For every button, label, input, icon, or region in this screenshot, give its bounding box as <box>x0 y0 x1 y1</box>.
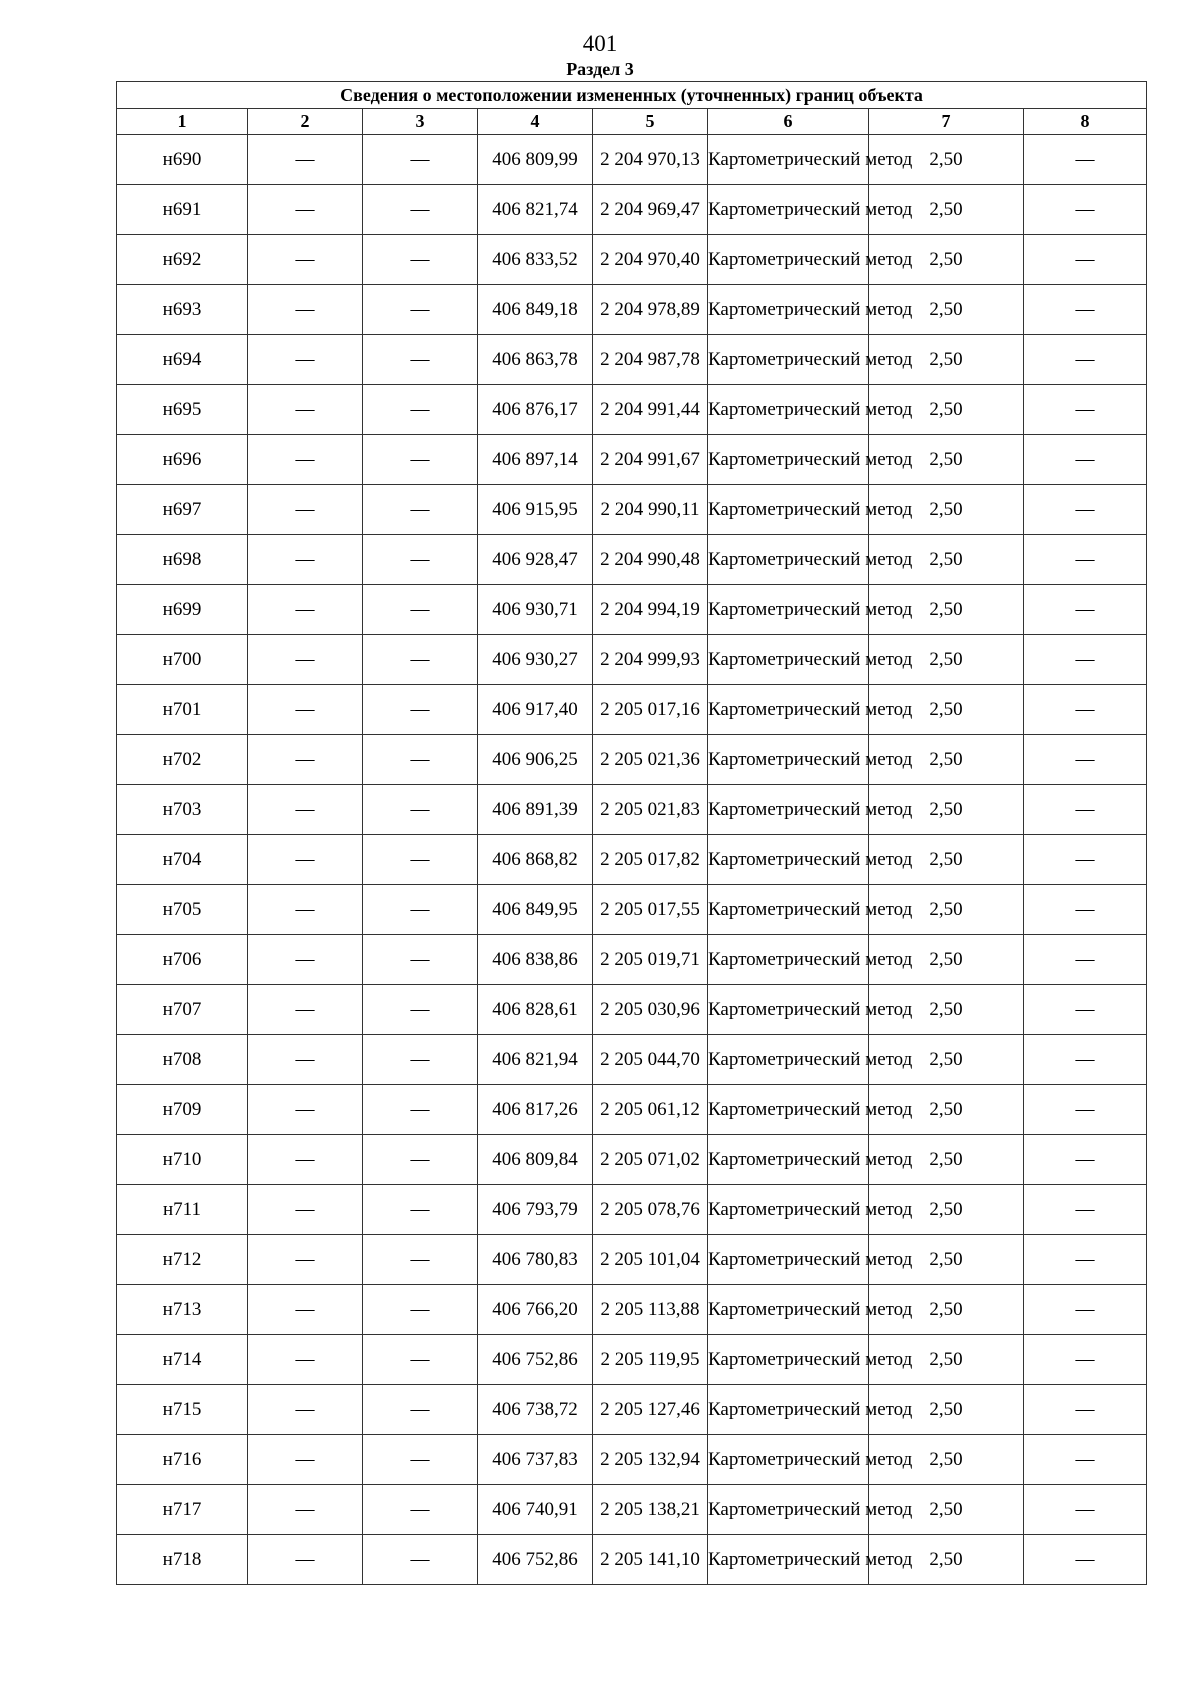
table-cell-col-3: — <box>363 685 478 735</box>
table-row <box>117 285 1147 335</box>
table-cell-col-5: 2 204 991,67 <box>593 435 708 485</box>
table-cell-col-3: — <box>363 735 478 785</box>
column-header-1: 1 <box>117 109 248 135</box>
table-cell-col-6: Картометрический метод <box>708 835 869 885</box>
table-cell-col-8: — <box>1024 885 1147 935</box>
table-cell-col-5: 2 204 990,48 <box>593 535 708 585</box>
table-cell-col-3: — <box>363 885 478 935</box>
table-cell-col-1: н707 <box>117 985 248 1035</box>
table-cell-col-5: 2 205 021,36 <box>593 735 708 785</box>
table-cell-col-7: 2,50 <box>869 1185 1024 1235</box>
table-cell-col-6: Картометрический метод <box>708 385 869 435</box>
table-cell-col-1: н705 <box>117 885 248 935</box>
table-cell-col-5: 2 205 044,70 <box>593 1035 708 1085</box>
table-cell-col-4: 406 752,86 <box>478 1335 593 1385</box>
table-cell-col-1: н703 <box>117 785 248 835</box>
table-cell-col-1: н698 <box>117 535 248 585</box>
table-cell-col-6: Картометрический метод <box>708 885 869 935</box>
table-cell-col-5: 2 205 113,88 <box>593 1285 708 1335</box>
table-cell-col-7: 2,50 <box>869 835 1024 885</box>
table-cell-col-1: н708 <box>117 1035 248 1085</box>
table-cell-col-2: — <box>248 535 363 585</box>
table-cell-col-4: 406 809,84 <box>478 1135 593 1185</box>
table-cell-col-5: 2 204 991,44 <box>593 385 708 435</box>
table-cell-col-5: 2 205 021,83 <box>593 785 708 835</box>
table-cell-col-2: — <box>248 235 363 285</box>
table-cell-col-8: — <box>1024 485 1147 535</box>
table-cell-col-8: — <box>1024 1035 1147 1085</box>
table-cell-col-1: н701 <box>117 685 248 735</box>
table-cell-col-8: — <box>1024 785 1147 835</box>
table-cell-col-8: — <box>1024 1235 1147 1285</box>
table-cell-col-2: — <box>248 1285 363 1335</box>
table-caption: Сведения о местоположении измененных (уточненных) границ объекта <box>117 82 1147 109</box>
table-cell-col-4: 406 817,26 <box>478 1085 593 1135</box>
table-cell-col-5: 2 205 141,10 <box>593 1535 708 1585</box>
table-cell-col-1: н695 <box>117 385 248 435</box>
table-cell-col-1: н696 <box>117 435 248 485</box>
table-cell-col-6: Картометрический метод <box>708 1085 869 1135</box>
table-cell-col-6: Картометрический метод <box>708 1135 869 1185</box>
table-row <box>117 1235 1147 1285</box>
table-cell-col-2: — <box>248 835 363 885</box>
table-cell-col-4: 406 828,61 <box>478 985 593 1035</box>
table-cell-col-1: н700 <box>117 635 248 685</box>
table-cell-col-3: — <box>363 1335 478 1385</box>
table-row <box>117 335 1147 385</box>
table-cell-col-3: — <box>363 235 478 285</box>
table-row <box>117 1335 1147 1385</box>
table-row <box>117 785 1147 835</box>
column-header-5: 5 <box>593 109 708 135</box>
table-cell-col-5: 2 205 101,04 <box>593 1235 708 1285</box>
table-cell-col-8: — <box>1024 635 1147 685</box>
table-cell-col-6: Картометрический метод <box>708 485 869 535</box>
table-cell-col-3: — <box>363 1535 478 1585</box>
table-cell-col-3: — <box>363 1035 478 1085</box>
table-cell-col-8: — <box>1024 1335 1147 1385</box>
table-cell-col-4: 406 915,95 <box>478 485 593 535</box>
table-cell-col-4: 406 821,94 <box>478 1035 593 1085</box>
table-cell-col-4: 406 838,86 <box>478 935 593 985</box>
table-cell-col-6: Картометрический метод <box>708 285 869 335</box>
table-cell-col-8: — <box>1024 835 1147 885</box>
table-row <box>117 985 1147 1035</box>
table-cell-col-1: н692 <box>117 235 248 285</box>
table-cell-col-5: 2 204 999,93 <box>593 635 708 685</box>
boundary-points-table <box>116 81 1147 1585</box>
table-cell-col-8: — <box>1024 585 1147 635</box>
table-cell-col-1: н714 <box>117 1335 248 1385</box>
table-cell-col-7: 2,50 <box>869 135 1024 185</box>
column-header-6: 6 <box>708 109 869 135</box>
table-cell-col-7: 2,50 <box>869 1285 1024 1335</box>
table-cell-col-6: Картометрический метод <box>708 585 869 635</box>
table-cell-col-8: — <box>1024 1385 1147 1435</box>
table-cell-col-3: — <box>363 1435 478 1485</box>
table-row <box>117 185 1147 235</box>
table-cell-col-8: — <box>1024 435 1147 485</box>
table-cell-col-1: н717 <box>117 1485 248 1535</box>
table-cell-col-7: 2,50 <box>869 935 1024 985</box>
table-cell-col-1: н711 <box>117 1185 248 1235</box>
table-cell-col-8: — <box>1024 735 1147 785</box>
table-cell-col-5: 2 204 987,78 <box>593 335 708 385</box>
table-header-row <box>117 109 1147 135</box>
table-cell-col-5: 2 204 978,89 <box>593 285 708 335</box>
table-cell-col-4: 406 780,83 <box>478 1235 593 1285</box>
table-cell-col-8: — <box>1024 1185 1147 1235</box>
table-cell-col-7: 2,50 <box>869 285 1024 335</box>
table-cell-col-8: — <box>1024 985 1147 1035</box>
table-cell-col-6: Картометрический метод <box>708 1235 869 1285</box>
table-cell-col-6: Картометрический метод <box>708 685 869 735</box>
table-cell-col-3: — <box>363 1135 478 1185</box>
table-cell-col-8: — <box>1024 285 1147 335</box>
table-cell-col-2: — <box>248 935 363 985</box>
table-cell-col-7: 2,50 <box>869 1085 1024 1135</box>
table-cell-col-8: — <box>1024 935 1147 985</box>
table-cell-col-4: 406 930,71 <box>478 585 593 635</box>
table-cell-col-2: — <box>248 735 363 785</box>
table-cell-col-3: — <box>363 135 478 185</box>
table-cell-col-2: — <box>248 785 363 835</box>
table-cell-col-6: Картометрический метод <box>708 535 869 585</box>
table-row <box>117 1035 1147 1085</box>
table-cell-col-3: — <box>363 835 478 885</box>
table-row <box>117 735 1147 785</box>
table-cell-col-2: — <box>248 1085 363 1135</box>
table-cell-col-4: 406 897,14 <box>478 435 593 485</box>
table-cell-col-3: — <box>363 935 478 985</box>
table-cell-col-4: 406 917,40 <box>478 685 593 735</box>
table-cell-col-1: н697 <box>117 485 248 535</box>
table-row <box>117 1285 1147 1335</box>
table-cell-col-3: — <box>363 785 478 835</box>
table-cell-col-4: 406 849,18 <box>478 285 593 335</box>
table-cell-col-3: — <box>363 185 478 235</box>
table-cell-col-2: — <box>248 1235 363 1285</box>
table-cell-col-5: 2 204 969,47 <box>593 185 708 235</box>
table-body <box>117 135 1147 1585</box>
table-cell-col-4: 406 821,74 <box>478 185 593 235</box>
table-cell-col-4: 406 766,20 <box>478 1285 593 1335</box>
table-cell-col-8: — <box>1024 385 1147 435</box>
table-cell-col-7: 2,50 <box>869 435 1024 485</box>
table-row <box>117 1185 1147 1235</box>
table-cell-col-7: 2,50 <box>869 335 1024 385</box>
table-row <box>117 535 1147 585</box>
table-cell-col-8: — <box>1024 1535 1147 1585</box>
table-cell-col-6: Картометрический метод <box>708 935 869 985</box>
table-cell-col-7: 2,50 <box>869 1135 1024 1185</box>
table-cell-col-7: 2,50 <box>869 235 1024 285</box>
table-cell-col-5: 2 205 061,12 <box>593 1085 708 1135</box>
table-cell-col-5: 2 205 119,95 <box>593 1335 708 1385</box>
table-cell-col-2: — <box>248 1435 363 1485</box>
table-cell-col-7: 2,50 <box>869 1435 1024 1485</box>
table-cell-col-6: Картометрический метод <box>708 1185 869 1235</box>
table-row <box>117 1535 1147 1585</box>
table-cell-col-4: 406 891,39 <box>478 785 593 835</box>
table-cell-col-3: — <box>363 1185 478 1235</box>
table-cell-col-1: н715 <box>117 1385 248 1435</box>
table-cell-col-7: 2,50 <box>869 1335 1024 1385</box>
table-cell-col-7: 2,50 <box>869 385 1024 435</box>
table-cell-col-2: — <box>248 1035 363 1085</box>
table-cell-col-2: — <box>248 1335 363 1385</box>
table-cell-col-2: — <box>248 335 363 385</box>
table-row <box>117 485 1147 535</box>
table-cell-col-5: 2 205 017,55 <box>593 885 708 935</box>
table-cell-col-7: 2,50 <box>869 485 1024 535</box>
table-cell-col-3: — <box>363 285 478 335</box>
table-cell-col-1: н699 <box>117 585 248 635</box>
table-cell-col-7: 2,50 <box>869 1485 1024 1535</box>
table-cell-col-2: — <box>248 135 363 185</box>
table-cell-col-6: Картометрический метод <box>708 1535 869 1585</box>
table-cell-col-5: 2 205 127,46 <box>593 1385 708 1435</box>
table-cell-col-1: н709 <box>117 1085 248 1135</box>
table-cell-col-4: 406 738,72 <box>478 1385 593 1435</box>
table-cell-col-2: — <box>248 1485 363 1535</box>
table-row <box>117 885 1147 935</box>
table-cell-col-8: — <box>1024 1435 1147 1485</box>
table-cell-col-5: 2 205 071,02 <box>593 1135 708 1185</box>
table-cell-col-7: 2,50 <box>869 785 1024 835</box>
column-header-3: 3 <box>363 109 478 135</box>
table-cell-col-7: 2,50 <box>869 685 1024 735</box>
table-cell-col-4: 406 737,83 <box>478 1435 593 1485</box>
table-cell-col-6: Картометрический метод <box>708 1485 869 1535</box>
table-cell-col-6: Картометрический метод <box>708 335 869 385</box>
table-cell-col-2: — <box>248 1385 363 1435</box>
table-cell-col-1: н710 <box>117 1135 248 1185</box>
table-cell-col-4: 406 876,17 <box>478 385 593 435</box>
column-header-7: 7 <box>869 109 1024 135</box>
page-number: 401 <box>582 31 618 56</box>
table-cell-col-6: Картометрический метод <box>708 1035 869 1085</box>
table-cell-col-2: — <box>248 185 363 235</box>
table-cell-col-1: н713 <box>117 1285 248 1335</box>
table-cell-col-5: 2 204 994,19 <box>593 585 708 635</box>
table-cell-col-5: 2 205 019,71 <box>593 935 708 985</box>
table-cell-col-6: Картометрический метод <box>708 185 869 235</box>
table-cell-col-7: 2,50 <box>869 1385 1024 1435</box>
table-cell-col-4: 406 849,95 <box>478 885 593 935</box>
table-row <box>117 385 1147 435</box>
table-cell-col-6: Картометрический метод <box>708 1385 869 1435</box>
table-cell-col-5: 2 205 078,76 <box>593 1185 708 1235</box>
table-cell-col-7: 2,50 <box>869 735 1024 785</box>
table-cell-col-8: — <box>1024 1085 1147 1135</box>
table-cell-col-3: — <box>363 635 478 685</box>
table-cell-col-4: 406 868,82 <box>478 835 593 885</box>
table-cell-col-1: н702 <box>117 735 248 785</box>
table-cell-col-7: 2,50 <box>869 1235 1024 1285</box>
table-cell-col-8: — <box>1024 685 1147 735</box>
table-cell-col-1: н694 <box>117 335 248 385</box>
table-cell-col-5: 2 205 132,94 <box>593 1435 708 1485</box>
table-cell-col-3: — <box>363 1235 478 1285</box>
table-cell-col-4: 406 928,47 <box>478 535 593 585</box>
table-cell-col-6: Картометрический метод <box>708 1335 869 1385</box>
table-cell-col-3: — <box>363 585 478 635</box>
table-cell-col-6: Картометрический метод <box>708 985 869 1035</box>
table-cell-col-3: — <box>363 1085 478 1135</box>
table-row <box>117 1385 1147 1435</box>
table-row <box>117 235 1147 285</box>
table-cell-col-6: Картометрический метод <box>708 135 869 185</box>
table-cell-col-8: — <box>1024 185 1147 235</box>
table-cell-col-1: н718 <box>117 1535 248 1585</box>
table-row <box>117 1485 1147 1535</box>
table-cell-col-7: 2,50 <box>869 885 1024 935</box>
table-cell-col-2: — <box>248 1135 363 1185</box>
table-row <box>117 1135 1147 1185</box>
table-cell-col-7: 2,50 <box>869 1035 1024 1085</box>
table-cell-col-2: — <box>248 1535 363 1585</box>
table-cell-col-3: — <box>363 1385 478 1435</box>
table-cell-col-2: — <box>248 635 363 685</box>
table-cell-col-8: — <box>1024 1285 1147 1335</box>
table-cell-col-7: 2,50 <box>869 1535 1024 1585</box>
table-row <box>117 1435 1147 1485</box>
column-header-8: 8 <box>1024 109 1147 135</box>
table-cell-col-1: н690 <box>117 135 248 185</box>
table-row <box>117 135 1147 185</box>
table-cell-col-7: 2,50 <box>869 635 1024 685</box>
table-cell-col-2: — <box>248 1185 363 1235</box>
table-cell-col-6: Картометрический метод <box>708 1435 869 1485</box>
table-cell-col-8: — <box>1024 335 1147 385</box>
table-row <box>117 835 1147 885</box>
table-row <box>117 685 1147 735</box>
table-cell-col-1: н716 <box>117 1435 248 1485</box>
table-cell-col-3: — <box>363 535 478 585</box>
table-cell-col-4: 406 930,27 <box>478 635 593 685</box>
table-cell-col-6: Картометрический метод <box>708 435 869 485</box>
table-cell-col-6: Картометрический метод <box>708 235 869 285</box>
table-row <box>117 435 1147 485</box>
table-cell-col-2: — <box>248 985 363 1035</box>
table-cell-col-8: — <box>1024 135 1147 185</box>
table-cell-col-6: Картометрический метод <box>708 635 869 685</box>
table-cell-col-3: — <box>363 1485 478 1535</box>
table-cell-col-2: — <box>248 435 363 485</box>
table-cell-col-7: 2,50 <box>869 185 1024 235</box>
table-cell-col-7: 2,50 <box>869 535 1024 585</box>
table-cell-col-1: н704 <box>117 835 248 885</box>
table-cell-col-4: 406 740,91 <box>478 1485 593 1535</box>
table-cell-col-1: н691 <box>117 185 248 235</box>
table-cell-col-2: — <box>248 885 363 935</box>
table-cell-col-1: н712 <box>117 1235 248 1285</box>
column-header-4: 4 <box>478 109 593 135</box>
table-cell-col-3: — <box>363 435 478 485</box>
table-cell-col-2: — <box>248 685 363 735</box>
table-row <box>117 635 1147 685</box>
table-cell-col-3: — <box>363 385 478 435</box>
table-cell-col-5: 2 204 970,13 <box>593 135 708 185</box>
table-cell-col-8: — <box>1024 1135 1147 1185</box>
table-cell-col-5: 2 205 017,16 <box>593 685 708 735</box>
table-cell-col-3: — <box>363 985 478 1035</box>
table-cell-col-8: — <box>1024 535 1147 585</box>
table-cell-col-5: 2 204 970,40 <box>593 235 708 285</box>
table-cell-col-6: Картометрический метод <box>708 1285 869 1335</box>
table-cell-col-8: — <box>1024 235 1147 285</box>
table-cell-col-5: 2 205 017,82 <box>593 835 708 885</box>
table-cell-col-4: 406 906,25 <box>478 735 593 785</box>
table-cell-col-5: 2 204 990,11 <box>593 485 708 535</box>
table-cell-col-6: Картометрический метод <box>708 785 869 835</box>
table-cell-col-2: — <box>248 585 363 635</box>
table-cell-col-2: — <box>248 285 363 335</box>
section-title: Раздел 3 <box>566 59 634 79</box>
table-cell-col-4: 406 752,86 <box>478 1535 593 1585</box>
table-row <box>117 1085 1147 1135</box>
table-cell-col-5: 2 205 030,96 <box>593 985 708 1035</box>
table-cell-col-1: н706 <box>117 935 248 985</box>
table-cell-col-6: Картометрический метод <box>708 735 869 785</box>
table-cell-col-1: н693 <box>117 285 248 335</box>
table-row <box>117 935 1147 985</box>
table-cell-col-4: 406 863,78 <box>478 335 593 385</box>
table-cell-col-3: — <box>363 485 478 535</box>
table-cell-col-2: — <box>248 485 363 535</box>
table-row <box>117 585 1147 635</box>
column-header-2: 2 <box>248 109 363 135</box>
table-cell-col-4: 406 833,52 <box>478 235 593 285</box>
table-cell-col-8: — <box>1024 1485 1147 1535</box>
table-cell-col-4: 406 809,99 <box>478 135 593 185</box>
table-cell-col-7: 2,50 <box>869 585 1024 635</box>
table-cell-col-7: 2,50 <box>869 985 1024 1035</box>
table-cell-col-4: 406 793,79 <box>478 1185 593 1235</box>
table-cell-col-3: — <box>363 1285 478 1335</box>
table-cell-col-5: 2 205 138,21 <box>593 1485 708 1535</box>
table-cell-col-3: — <box>363 335 478 385</box>
table-cell-col-2: — <box>248 385 363 435</box>
